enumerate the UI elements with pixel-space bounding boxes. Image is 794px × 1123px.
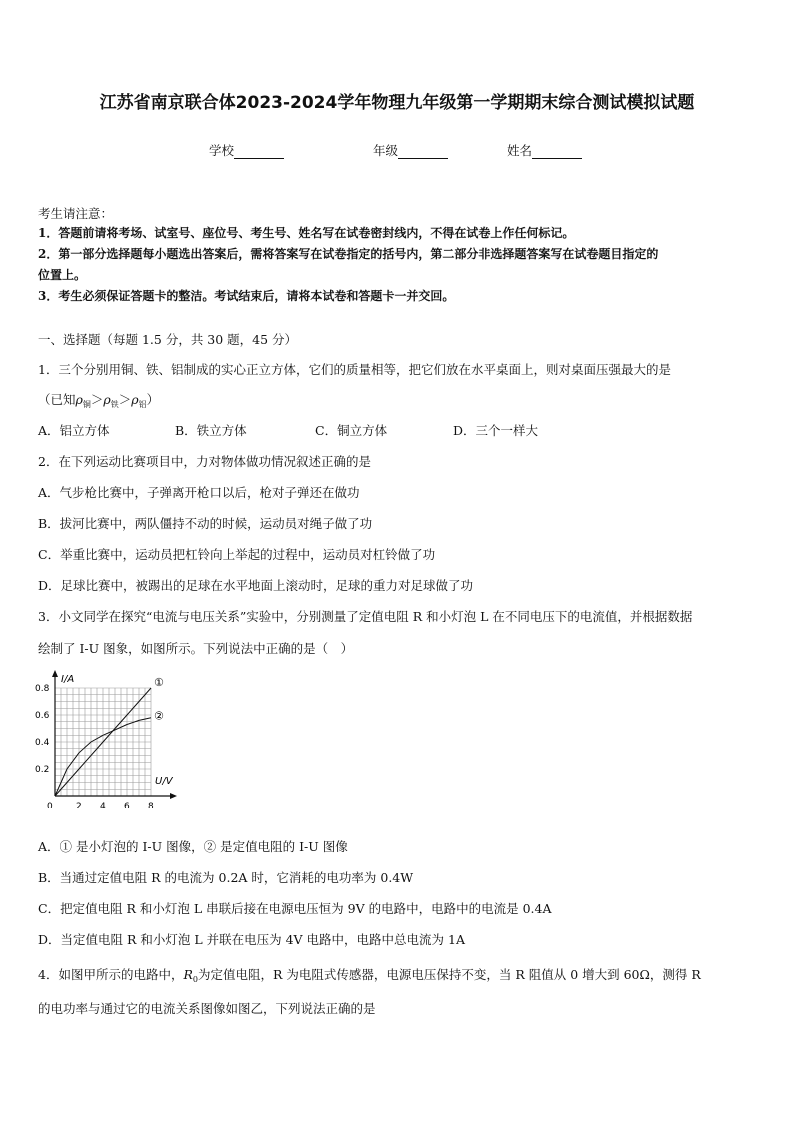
q2-option-a[interactable]: A．气步枪比赛中，子弹离开枪口以后，枪对子弹还在做功 xyxy=(38,485,360,500)
q3-option-d[interactable]: D．当定值电阻 R 和小灯泡 L 并联在电压为 4V 电路中，电路中总电流为 1A xyxy=(38,932,466,947)
iu-chart xyxy=(28,668,188,808)
name-blank[interactable] xyxy=(532,145,582,159)
q1-cond-pre: （已知 xyxy=(38,392,76,407)
x-tick-label: 4 xyxy=(100,802,106,808)
q1-option-d[interactable]: D．三个一样大 xyxy=(453,423,539,438)
section-heading: 一、选择题（每题 1.5 分，共 30 题，45 分） xyxy=(38,332,298,347)
q2-stem: 2．在下列运动比赛项目中，力对物体做功情况叙述正确的是 xyxy=(38,454,371,469)
series-label-2: ② xyxy=(154,709,164,723)
x-axis-label: U/V xyxy=(155,776,173,787)
q4-stem-post: 为定值电阻，R 为电阻式传感器，电源电压保持不变，当 R 阻值从 0 增大到 60Ω，测得 R xyxy=(197,967,701,982)
y-axis-label: I/A xyxy=(61,674,75,685)
q1-condition xyxy=(38,390,159,410)
notice-heading: 考生请注意： xyxy=(38,206,114,221)
q2-option-d[interactable]: D．足球比赛中，被踢出的足球在水平地面上滚动时，足球的重力对足球做了功 xyxy=(38,578,474,593)
q3-option-a[interactable]: A．① 是小灯泡的 I-U 图像，② 是定值电阻的 I-U 图像 xyxy=(38,839,348,854)
notice-item-3: 3．考生必须保证答题卡的整洁。考试结束后，请将本试卷和答题卡一并交回。 xyxy=(38,289,455,303)
q1-cond-post: ） xyxy=(146,392,160,407)
q3-option-b[interactable]: B．当通过定值电阻 R 的电流为 0.2A 时，它消耗的电功率为 0.4W xyxy=(38,870,414,885)
rho-symbol: ρ xyxy=(103,392,111,407)
page-title: 江苏省南京联合体2023-2024学年物理九年级第一学期期末综合测试模拟试题 xyxy=(99,93,695,113)
grade-label: 年级 xyxy=(373,143,399,158)
r0-subscript: 0 xyxy=(192,975,198,984)
notice-item-2: 2．第一部分选择题每小题选出答案后，需将答案写在试卷指定的括号内，第二部分非选择题答案写在试卷题目指定的 xyxy=(38,247,659,261)
q4-stem-line1 xyxy=(38,965,701,984)
grade-blank[interactable] xyxy=(398,145,448,159)
x-tick-label: 2 xyxy=(76,802,82,808)
q3-stem-line1: 3．小文同学在探究“电流与电压关系”实验中，分别测量了定值电阻 R 和小灯泡 L 在不同电压下的电流值，并根据数据 xyxy=(38,609,693,624)
school-label: 学校 xyxy=(209,143,235,158)
notice-item-1: 1．答题前请将考场、试室号、座位号、考生号、姓名写在试卷密封线内，不得在试卷上作任何标记。 xyxy=(38,226,575,240)
y-tick-label: 0.2 xyxy=(35,765,50,775)
school-field[interactable] xyxy=(209,141,284,159)
greater-than: ＞ xyxy=(90,392,104,407)
r0-symbol: R xyxy=(183,967,193,982)
y-tick-label: 0.6 xyxy=(35,711,50,721)
q3-option-c[interactable]: C．把定值电阻 R 和小灯泡 L 串联后接在电源电压恒为 9V 的电路中，电路中的电流是 0.4A xyxy=(38,901,552,916)
q1-stem: 1．三个分别用铜、铁、铝制成的实心正立方体，它们的质量相等，把它们放在水平桌面上，则对桌面压强最大的是 xyxy=(38,362,671,377)
name-label: 姓名 xyxy=(507,143,533,158)
q4-stem-pre: 4．如图甲所示的电路中， xyxy=(38,967,184,982)
q4-stem-line2: 的电功率与通过它的电流关系图像如图乙，下列说法正确的是 xyxy=(38,1001,376,1016)
grade-field[interactable] xyxy=(373,141,448,159)
y-tick-label: 0.4 xyxy=(35,738,50,748)
greater-than: ＞ xyxy=(118,392,132,407)
y-axis-arrow xyxy=(52,670,58,677)
q3-stem-line2: 绘制了 I-U 图象，如图所示。下列说法中正确的是（ ） xyxy=(38,641,354,656)
rho-symbol: ρ xyxy=(75,392,83,407)
q2-option-c[interactable]: C．举重比赛中，运动员把杠铃向上举起的过程中，运动员对杠铃做了功 xyxy=(38,547,436,562)
rho-symbol: ρ xyxy=(131,392,139,407)
x-tick-label: 8 xyxy=(148,802,154,808)
iron-subscript: 铁 xyxy=(110,400,119,409)
y-tick-label: 0.8 xyxy=(35,684,50,694)
x-axis-arrow xyxy=(170,793,177,799)
q1-option-b[interactable]: B．铁立方体 xyxy=(175,423,247,438)
series-label-1: ① xyxy=(154,676,164,689)
copper-subscript: 铜 xyxy=(82,400,91,409)
name-field[interactable] xyxy=(507,141,582,159)
aluminum-subscript: 铝 xyxy=(138,400,147,409)
notice-item-2-cont: 位置上。 xyxy=(38,268,87,282)
x-tick-label: 0 xyxy=(47,802,53,808)
q1-option-a[interactable]: A．铝立方体 xyxy=(38,423,110,438)
school-blank[interactable] xyxy=(234,145,284,159)
x-tick-label: 6 xyxy=(124,802,130,808)
q1-option-c[interactable]: C．铜立方体 xyxy=(315,423,388,438)
q2-option-b[interactable]: B．拔河比赛中，两队僵持不动的时候，运动员对绳子做了功 xyxy=(38,516,373,531)
